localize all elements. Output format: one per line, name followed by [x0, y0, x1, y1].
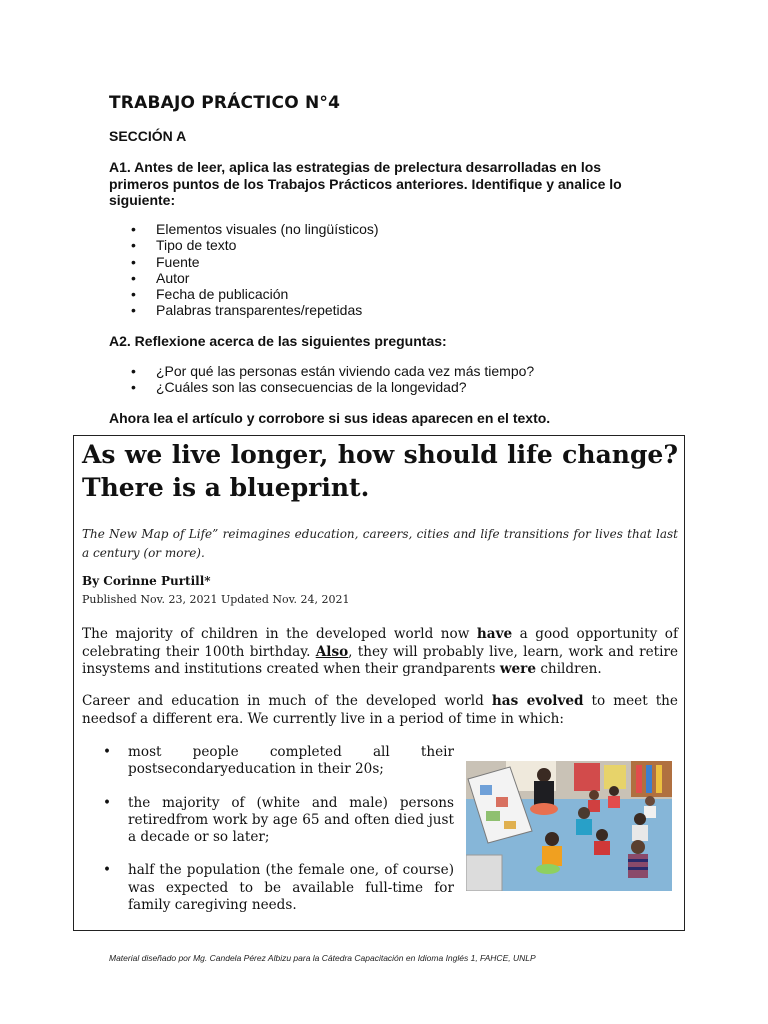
a2-list [109, 363, 534, 396]
list-item: • Autor [109, 270, 379, 286]
article-bullet-list [82, 744, 454, 930]
list-item: • half the population (the female one, of course) was expected to be available full-time for family caregiving needs. [82, 862, 454, 914]
bold-word: has evolved [491, 693, 584, 709]
a1-list [109, 221, 379, 319]
task-a1: A1. Antes de leer, aplica las estrategias de prelectura desarrolladas en los primeros puntos de los Trabajos Prácticos anteriores. Identifique y analice lo siguiente: [109, 159, 622, 208]
page-footer: Material diseñado por Mg. Candela Pérez Albizu para la Cátedra Capacitación en Idioma Inglés 1, FAHCE, UNLP [109, 953, 536, 963]
article-byline: By Corinne Purtill* [82, 574, 211, 588]
task-a2: A2. Reflexione acerca de las siguientes preguntas: [109, 333, 447, 349]
underlined-word: Also [315, 643, 349, 660]
list-item: • the majority of (white and male) persons retiredfrom work by age 65 and often died just a decade or so later; [82, 795, 454, 847]
text-run: a good opportunity of celebrating their 100th birthday. [82, 626, 678, 660]
bold-word: have [476, 626, 513, 642]
bold-word: were [499, 661, 536, 677]
article-box [73, 435, 685, 931]
list-item: • Elementos visuales (no lingüísticos) [109, 221, 379, 237]
article-paragraph [82, 693, 678, 728]
list-item: • most people completed all their postsecondaryeducation in their 20s; [82, 744, 454, 779]
article-dates: Published Nov. 23, 2021 Updated Nov. 24, 2021 [82, 593, 350, 606]
article-paragraph [82, 626, 678, 679]
text-run: , they will probably live, learn, work and retire insystems and institutions created when their grandparents [82, 643, 678, 677]
list-item: • Fuente [109, 254, 379, 270]
text-run: children. [536, 661, 602, 677]
worksheet-title: TRABAJO PRÁCTICO N°4 [109, 93, 341, 113]
section-heading: SECCIÓN A [109, 128, 187, 144]
bold-word [316, 644, 348, 660]
list-item: • Palabras transparentes/repetidas [109, 302, 379, 318]
classroom-photo [466, 761, 672, 891]
text-run: to meet the needsof a different era. We currently live in a period of time in which: [82, 693, 678, 727]
list-item: • Fecha de publicación [109, 286, 379, 302]
list-item: • ¿Cuáles son las consecuencias de la longevidad? [109, 379, 534, 395]
article-headline: As we live longer, how should life change? There is a blueprint. [82, 440, 678, 502]
list-item: • Tipo de texto [109, 237, 379, 253]
article-subtitle: The New Map of Life” reimagines education, careers, cities and life transitions for lives that last a century (or more). [82, 527, 678, 560]
list-item: • ¿Por qué las personas están viviendo cada vez más tiempo? [109, 363, 534, 379]
reading-instruction: Ahora lea el artículo y corrobore si sus ideas aparecen en el texto. [109, 410, 551, 426]
text-run: The majority of children in the developed world now [82, 626, 477, 642]
text-run: Career and education in much of the developed world [82, 693, 492, 709]
classroom-illustration [466, 761, 672, 891]
